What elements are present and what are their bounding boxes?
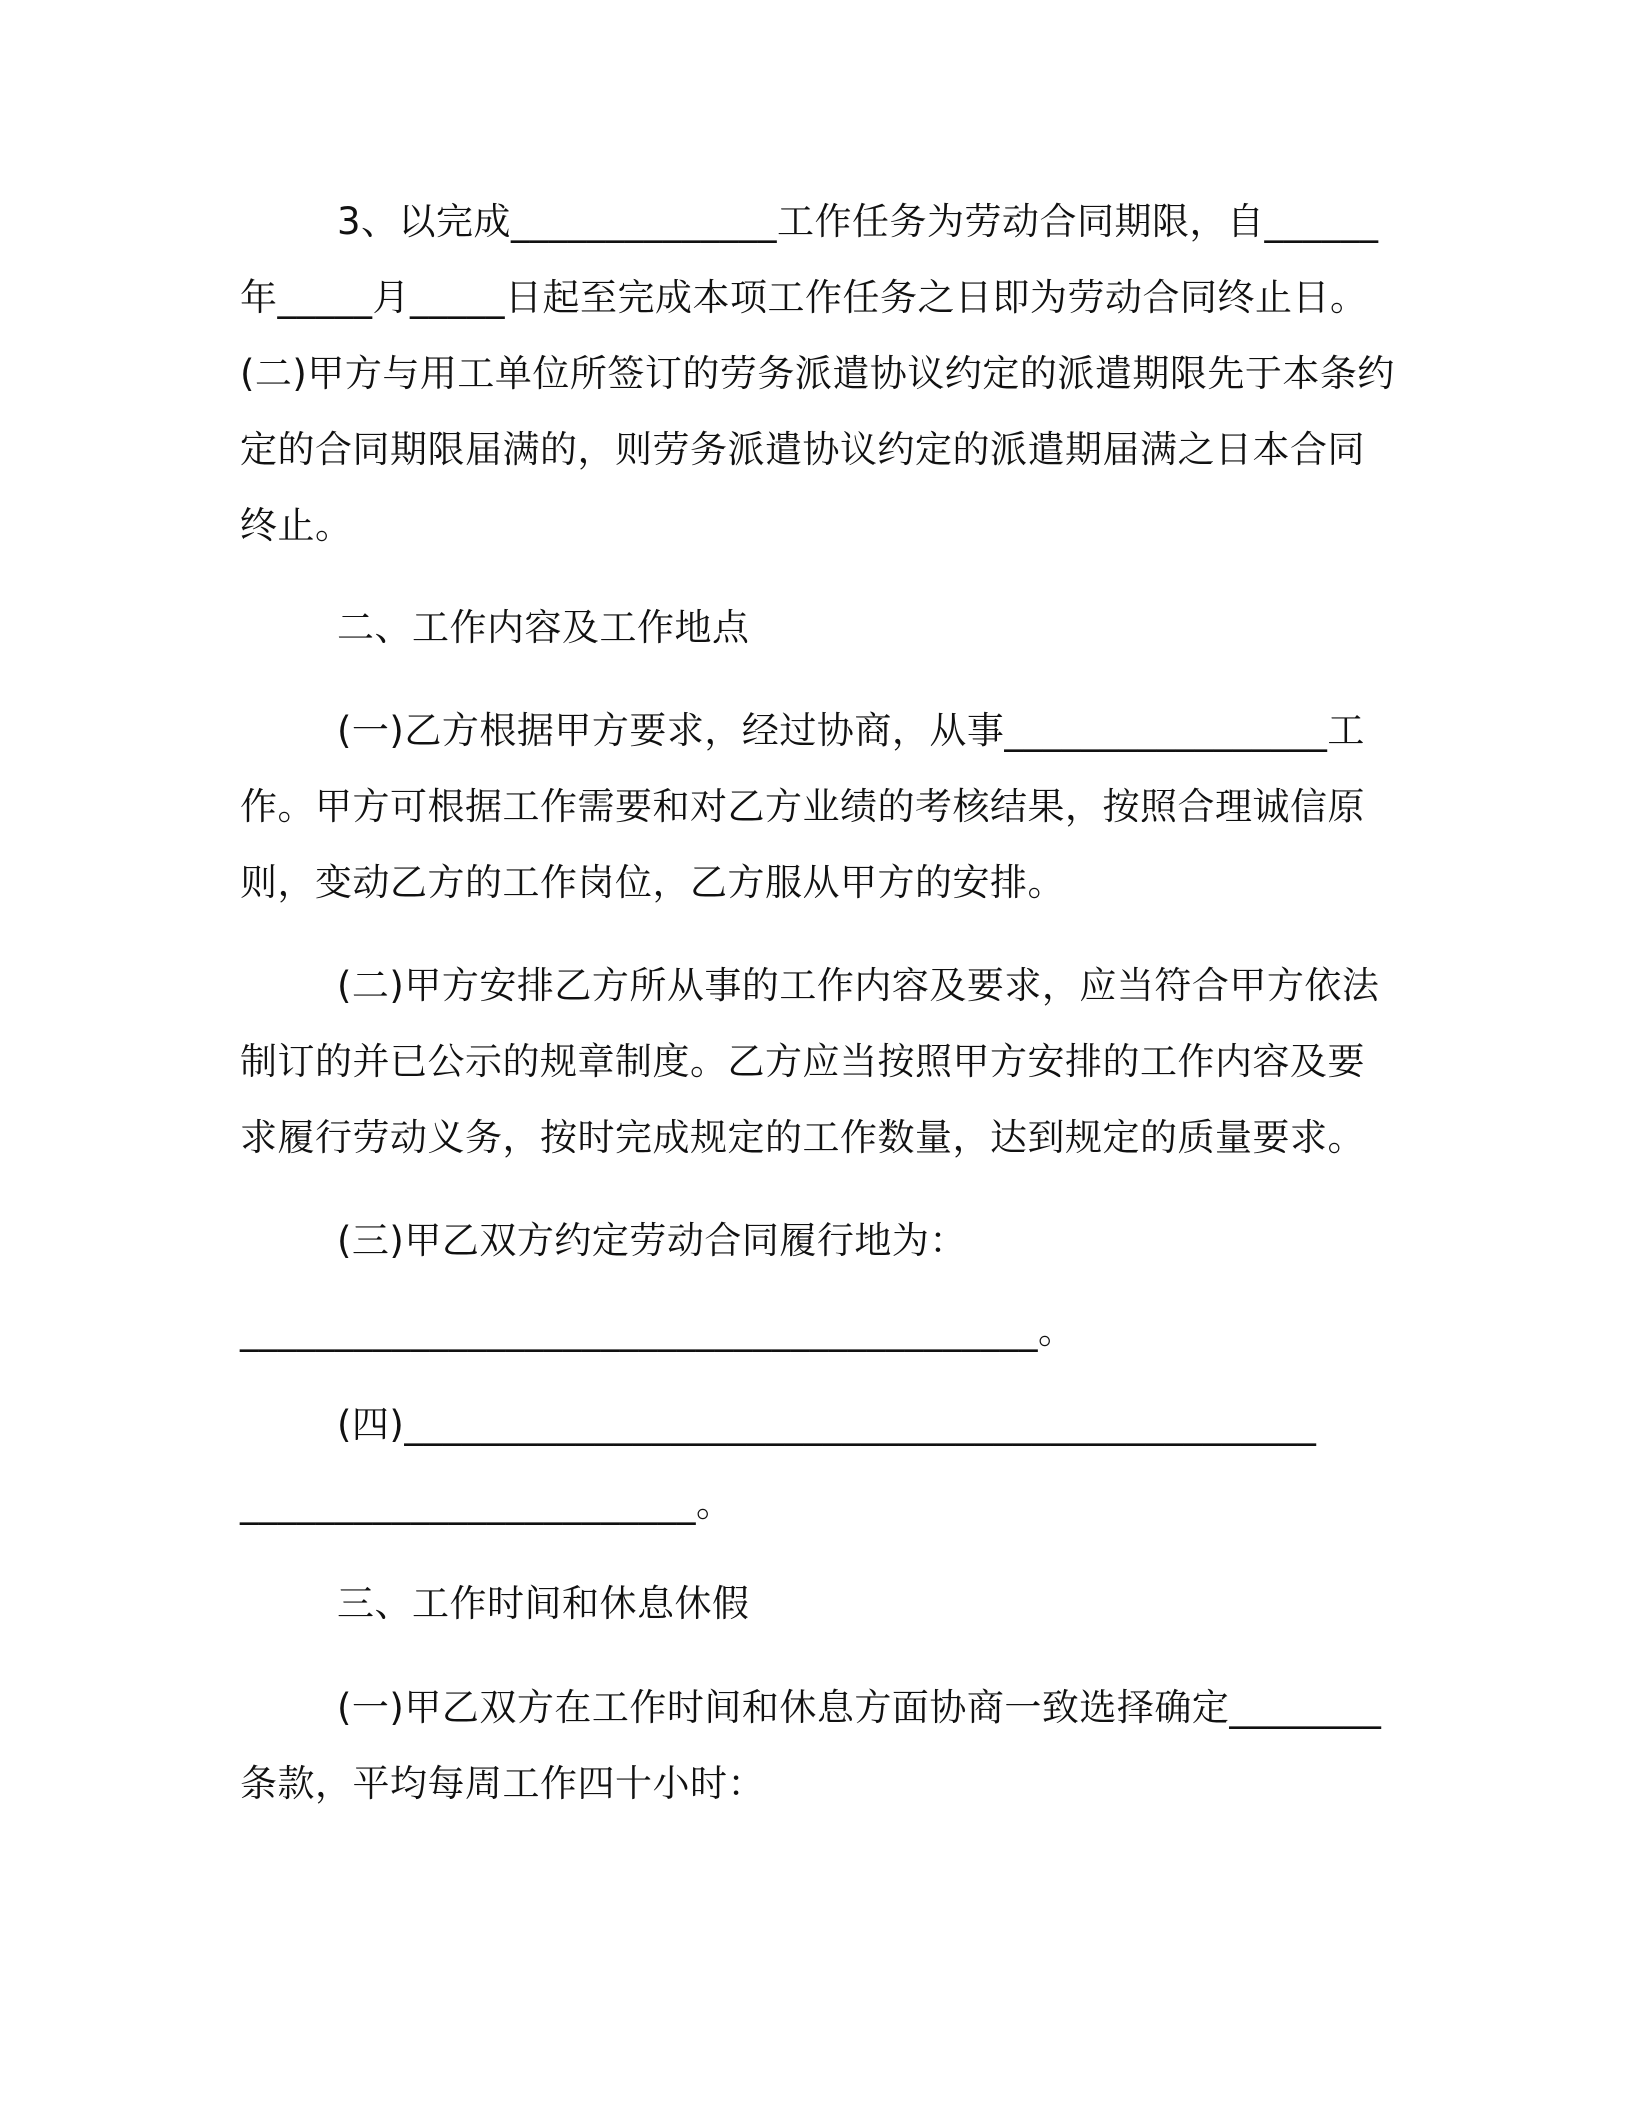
clause-2-line-3: 终止。	[240, 504, 353, 547]
work-item-2-line-3: 求履行劳动义务，按时完成规定的工作数量，达到规定的质量要求。	[240, 1116, 1365, 1159]
work-item-3-line-1: (三)甲乙双方约定劳动合同履行地为：	[337, 1219, 967, 1262]
work-item-4-line-1: (四)________________________________________________	[337, 1403, 1317, 1446]
hours-item-1-line-1: (一)甲乙双方在工作时间和休息方面协商一致选择确定________	[337, 1686, 1382, 1729]
clause-2-line-2: 定的合同期限届满的，则劳务派遣协议约定的派遣期届满之日本合同	[240, 428, 1365, 471]
work-item-4-line-2: ________________________。	[240, 1482, 734, 1525]
work-item-1-line-2: 作。甲方可根据工作需要和对乙方业绩的考核结果，按照合理诚信原	[240, 785, 1365, 828]
work-item-2-line-2: 制订的并已公示的规章制度。乙方应当按照甲方安排的工作内容及要	[240, 1040, 1365, 1083]
work-item-3-blank-line: __________________________________________。	[240, 1309, 1076, 1352]
work-item-2-line-1: (二)甲方安排乙方所从事的工作内容及要求，应当符合甲方依法	[337, 964, 1380, 1007]
hours-item-1-line-2: 条款，平均每周工作四十小时：	[240, 1762, 765, 1805]
section-heading-working-hours: 三、工作时间和休息休假	[337, 1582, 750, 1625]
section-heading-work-content: 二、工作内容及工作地点	[337, 606, 750, 649]
term-3-line-1: 3、以完成______________工作任务为劳动合同期限，自______	[337, 200, 1379, 243]
work-item-1-line-3: 则，变动乙方的工作岗位，乙方服从甲方的安排。	[240, 861, 1065, 904]
term-3-line-2: 年_____月_____日起至完成本项工作任务之日即为劳动合同终止日。	[240, 276, 1368, 319]
clause-2-line-1: (二)甲方与用工单位所签订的劳务派遣协议约定的派遣期限先于本条约	[240, 352, 1395, 395]
work-item-1-line-1: (一)乙方根据甲方要求，经过协商，从事_________________工	[337, 709, 1365, 752]
